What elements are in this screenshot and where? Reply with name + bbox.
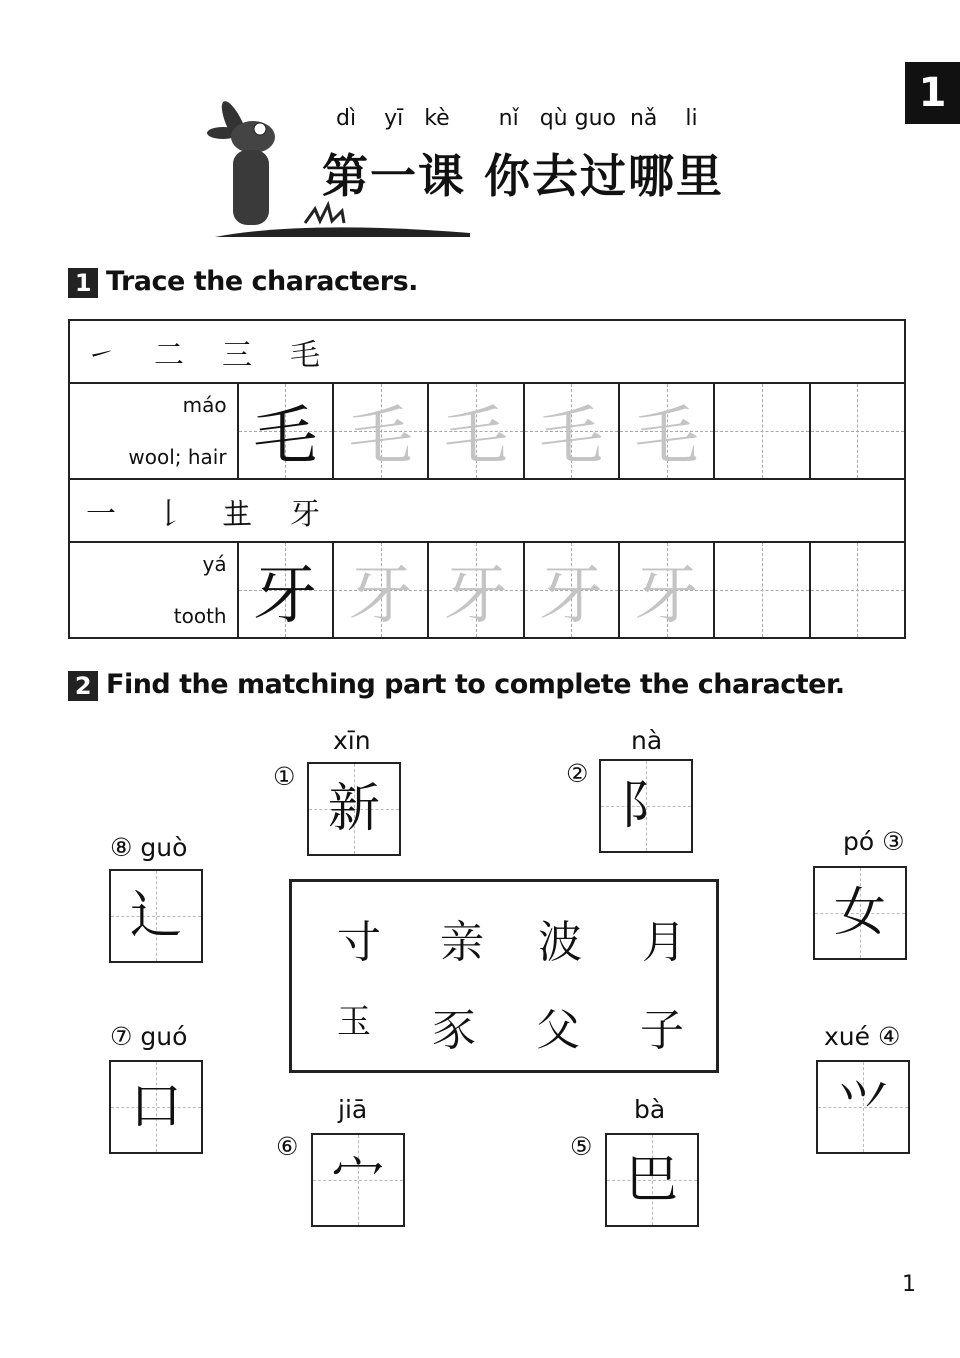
text: 牙 — [253, 559, 318, 633]
text: 毛 — [290, 337, 320, 373]
text: 女 — [833, 883, 886, 943]
text: pó — [843, 827, 875, 856]
text: 巴 — [625, 1150, 678, 1210]
box-pinyin: bà — [634, 1095, 666, 1124]
text: wool; hair — [128, 445, 227, 469]
text: 二 — [154, 337, 184, 373]
text: nǐ — [498, 106, 519, 131]
text: 𠀎 — [222, 496, 252, 532]
text: li — [685, 106, 698, 131]
box-pinyin — [843, 827, 905, 856]
text: 口 — [129, 1077, 182, 1137]
text: guò — [140, 833, 188, 862]
text: xué — [824, 1022, 871, 1051]
box-pinyin: xīn — [333, 726, 371, 755]
char-box-6[interactable] — [311, 1133, 405, 1227]
trace-cell[interactable] — [714, 542, 809, 638]
trace-cell[interactable] — [524, 542, 619, 638]
text — [69, 479, 905, 542]
section-2-heading — [68, 669, 845, 701]
text: 三 — [222, 337, 252, 373]
title-pinyin — [336, 106, 698, 131]
text: ⺍ — [836, 1077, 889, 1137]
trace-cell[interactable] — [619, 383, 714, 479]
text: guó — [140, 1022, 188, 1051]
char-box-8[interactable] — [109, 869, 203, 963]
text: 牙 — [634, 559, 699, 633]
section-1-heading — [68, 266, 418, 298]
unit-tab: 1 — [905, 62, 960, 124]
char-box-2[interactable] — [599, 759, 693, 853]
option-part[interactable]: 子 — [640, 1005, 684, 1056]
box-number: ⑥ — [276, 1132, 299, 1161]
trace-cell[interactable] — [333, 542, 428, 638]
text: ④ — [877, 1022, 901, 1051]
char-box-5[interactable] — [605, 1133, 699, 1227]
text: 牙 — [290, 496, 320, 532]
text — [69, 320, 905, 638]
text — [69, 383, 238, 479]
text: ⑧ — [110, 833, 133, 862]
trace-cell[interactable] — [428, 383, 523, 479]
text: 毛 — [348, 400, 413, 474]
text: dì — [336, 106, 357, 131]
option-part[interactable]: 豕 — [432, 1005, 476, 1056]
text: 毛 — [539, 400, 604, 474]
page-number: 1 — [902, 1272, 916, 1297]
box-number: ⑤ — [570, 1132, 593, 1161]
text: guo — [574, 106, 616, 131]
text: ㇀ — [86, 337, 116, 373]
options-box — [289, 879, 719, 1073]
char-box-7[interactable] — [109, 1060, 203, 1154]
text: kè — [424, 106, 450, 131]
trace-cell[interactable] — [524, 383, 619, 479]
text: 新 — [327, 779, 380, 839]
char-box-4[interactable] — [816, 1060, 910, 1154]
stroke-order-row — [69, 320, 905, 383]
text — [254, 123, 266, 135]
option-part[interactable]: 玉 — [337, 1002, 371, 1042]
text: qù — [539, 106, 568, 131]
trace-table — [68, 319, 906, 639]
text: máo — [182, 393, 227, 417]
text: 一 — [86, 496, 116, 532]
text: 1 — [68, 268, 98, 298]
text — [69, 320, 905, 383]
text: ③ — [882, 827, 905, 856]
text — [305, 205, 344, 223]
trace-cell[interactable] — [810, 542, 905, 638]
option-part[interactable]: 亲 — [440, 917, 484, 968]
text: yī — [384, 106, 404, 131]
char-box-1[interactable] — [307, 762, 401, 856]
trace-cell — [238, 383, 333, 479]
box-number: ① — [273, 762, 296, 791]
text: 毛 — [253, 400, 318, 474]
option-part[interactable]: 父 — [536, 1005, 580, 1056]
text — [69, 542, 238, 638]
text: Find the matching part to complete the character. — [106, 669, 845, 700]
text — [231, 121, 275, 153]
stroke-order-row — [69, 479, 905, 542]
text: 阝 — [619, 776, 672, 836]
trace-row — [69, 542, 905, 638]
lesson-title: 第一课 你去过哪里 — [322, 149, 725, 203]
text: 毛 — [443, 400, 508, 474]
trace-cell[interactable] — [619, 542, 714, 638]
text: 牙 — [443, 559, 508, 633]
char-box-3[interactable] — [813, 866, 907, 960]
text: 辶 — [129, 886, 182, 946]
option-part[interactable]: 寸 — [337, 917, 381, 968]
trace-cell[interactable] — [810, 383, 905, 479]
text: 牙 — [539, 559, 604, 633]
box-pinyin — [824, 1022, 900, 1051]
trace-cell[interactable] — [333, 383, 428, 479]
text — [215, 227, 470, 237]
text: 宀 — [331, 1150, 384, 1210]
text: ⑦ — [110, 1022, 133, 1051]
option-part[interactable]: 月 — [642, 917, 686, 968]
box-pinyin — [110, 1022, 187, 1051]
text: yá — [202, 552, 227, 576]
text: 牙 — [348, 559, 413, 633]
text: 毛 — [634, 400, 699, 474]
text: 2 — [68, 671, 98, 701]
trace-cell — [238, 542, 333, 638]
text — [233, 150, 269, 225]
option-part[interactable]: 波 — [538, 917, 582, 968]
trace-row — [69, 383, 905, 479]
box-pinyin: jiā — [338, 1095, 368, 1124]
box-pinyin: nà — [631, 726, 663, 755]
trace-cell[interactable] — [428, 542, 523, 638]
text: nǎ — [629, 106, 658, 131]
box-pinyin — [110, 833, 187, 862]
trace-cell[interactable] — [714, 383, 809, 479]
text: Trace the characters. — [106, 266, 418, 297]
text: tooth — [173, 604, 227, 628]
box-number: ② — [566, 759, 589, 788]
text: 𠄌 — [154, 496, 184, 532]
